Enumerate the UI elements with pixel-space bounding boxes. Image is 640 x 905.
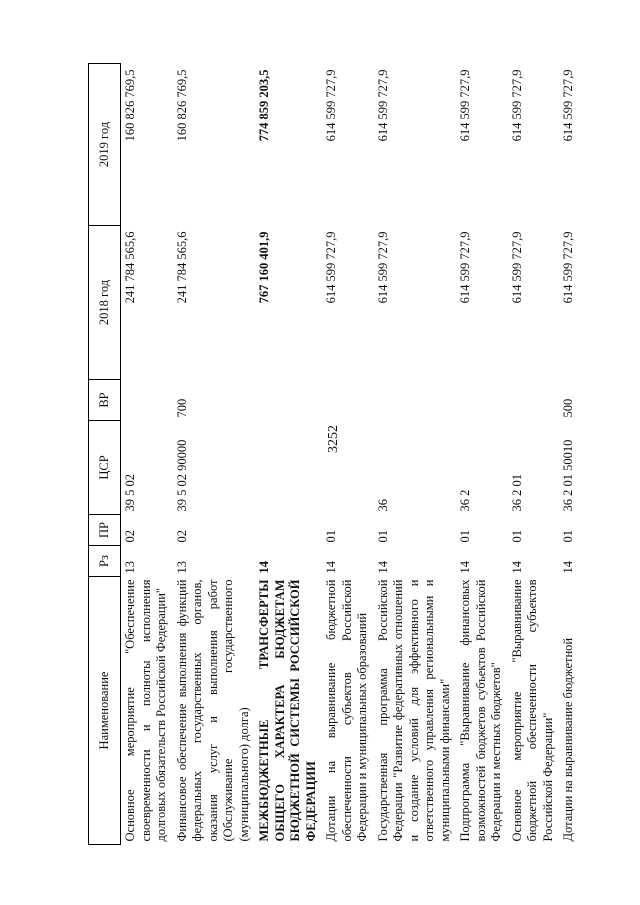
table-row (374, 64, 457, 845)
header-name: Наименование (89, 577, 121, 845)
row-pr: 01 (509, 530, 524, 543)
row-vr (374, 380, 457, 421)
row-vr: 700 (174, 398, 189, 418)
row-rz: 13 (174, 561, 189, 574)
row-csr: 36 (375, 499, 390, 512)
row-2019: 774 859 203,5 (257, 69, 271, 142)
row-csr: 36 2 01 50010 (561, 439, 575, 512)
row-pr (255, 515, 322, 546)
table-body (121, 64, 580, 845)
row-csr (322, 421, 374, 515)
row-csr: 39 5 02 90000 (174, 439, 189, 512)
row-2019: 614 599 727,9 (561, 69, 575, 142)
row-2018: 614 599 727,9 (375, 231, 390, 304)
row-name: Основное мероприятие "Выравнивание бюджетной обеспеченности субъектов Российской Федерации" (509, 579, 555, 842)
row-rz: 14 (561, 561, 575, 574)
header-pr: ПР (89, 515, 121, 546)
row-rz: 14 (257, 561, 271, 574)
row-csr: 36 2 (458, 489, 472, 512)
row-csr: 36 2 01 (509, 474, 524, 512)
row-pr: 01 (324, 530, 338, 543)
table-header-row (89, 64, 121, 845)
row-2018: 614 599 727,9 (458, 231, 472, 304)
row-2018: 241 784 565,6 (174, 231, 189, 304)
row-pr: 02 (123, 530, 137, 543)
header-2018: 2018 год (89, 226, 121, 380)
row-csr: 39 5 02 (123, 474, 137, 512)
row-2018: 767 160 401,9 (257, 231, 271, 304)
table-row (173, 64, 256, 845)
row-name: МЕЖБЮДЖЕТНЫЕ ТРАНСФЕРТЫ ОБЩЕГО ХАРАКТЕРА БЮДЖЕТАМ БЮДЖЕТНОЙ СИСТЕМЫ РОССИЙСКОЙ ФЕДЕРАЦИИ (257, 579, 318, 842)
budget-table (88, 63, 580, 845)
header-rz: Рз (89, 546, 121, 577)
row-pr: 01 (458, 530, 472, 543)
row-rz: 14 (375, 561, 390, 574)
row-2019: 160 826 769,5 (174, 69, 189, 142)
row-rz: 14 (458, 561, 472, 574)
page-number: 3252 (326, 425, 341, 453)
row-name: Государственная программа Российской Федерации "Развитие федеративных отношений и создание условий для эффективного и ответственного управления региональными и муниципальными финансами" (375, 579, 452, 842)
row-vr (121, 380, 173, 421)
row-pr: 01 (375, 530, 390, 543)
header-csr: ЦСР (89, 421, 121, 515)
row-rz: 14 (324, 561, 338, 574)
row-rz: 14 (509, 561, 524, 574)
row-vr (508, 380, 560, 421)
row-2018: 614 599 727,9 (561, 231, 575, 304)
row-2019: 614 599 727,9 (375, 69, 390, 142)
row-pr: 01 (561, 530, 575, 543)
row-name: Дотации на выравнивание бюджетной (561, 637, 575, 842)
row-name: Дотации на выравнивание бюджетной обеспеченности субъектов Российской Федерации и муниципальных образований (324, 579, 369, 842)
row-vr: 500 (561, 398, 575, 418)
row-2019: 614 599 727,9 (509, 69, 524, 142)
row-2019: 614 599 727,9 (458, 69, 472, 142)
table-row (322, 64, 374, 845)
row-vr (255, 380, 322, 421)
table-row (255, 64, 322, 845)
row-2019: 160 826 769,5 (123, 69, 137, 142)
table-row (508, 64, 560, 845)
row-pr: 02 (174, 530, 189, 543)
row-2018: 241 784 565,6 (123, 231, 137, 304)
header-2019: 2019 год (89, 64, 121, 226)
row-2018: 614 599 727,9 (509, 231, 524, 304)
row-name: Подпрограмма "Выравнивание финансовых возможностей бюджетов субъектов Российской Федерации и местных бюджетов" (458, 579, 503, 842)
row-vr (322, 380, 374, 421)
header-vr: ВР (89, 380, 121, 421)
table-row (559, 64, 580, 845)
table-row (121, 64, 173, 845)
budget-table-rotated (88, 64, 596, 845)
row-2019: 614 599 727,9 (324, 69, 338, 142)
row-name: Финансовое обеспечение выполнения функций федеральных государственных органов, оказания услуг и выполнения работ (Обслуживание государственного (муниципального) долга) (174, 579, 251, 842)
row-rz: 13 (123, 561, 137, 574)
row-name: Основное мероприятие "Обеспечение своевременности и полноты исполнения долговых обязательств Российской Федерации" (123, 579, 168, 842)
row-csr (255, 421, 322, 515)
table-row (456, 64, 508, 845)
row-2018: 614 599 727,9 (324, 231, 338, 304)
row-vr (456, 380, 508, 421)
